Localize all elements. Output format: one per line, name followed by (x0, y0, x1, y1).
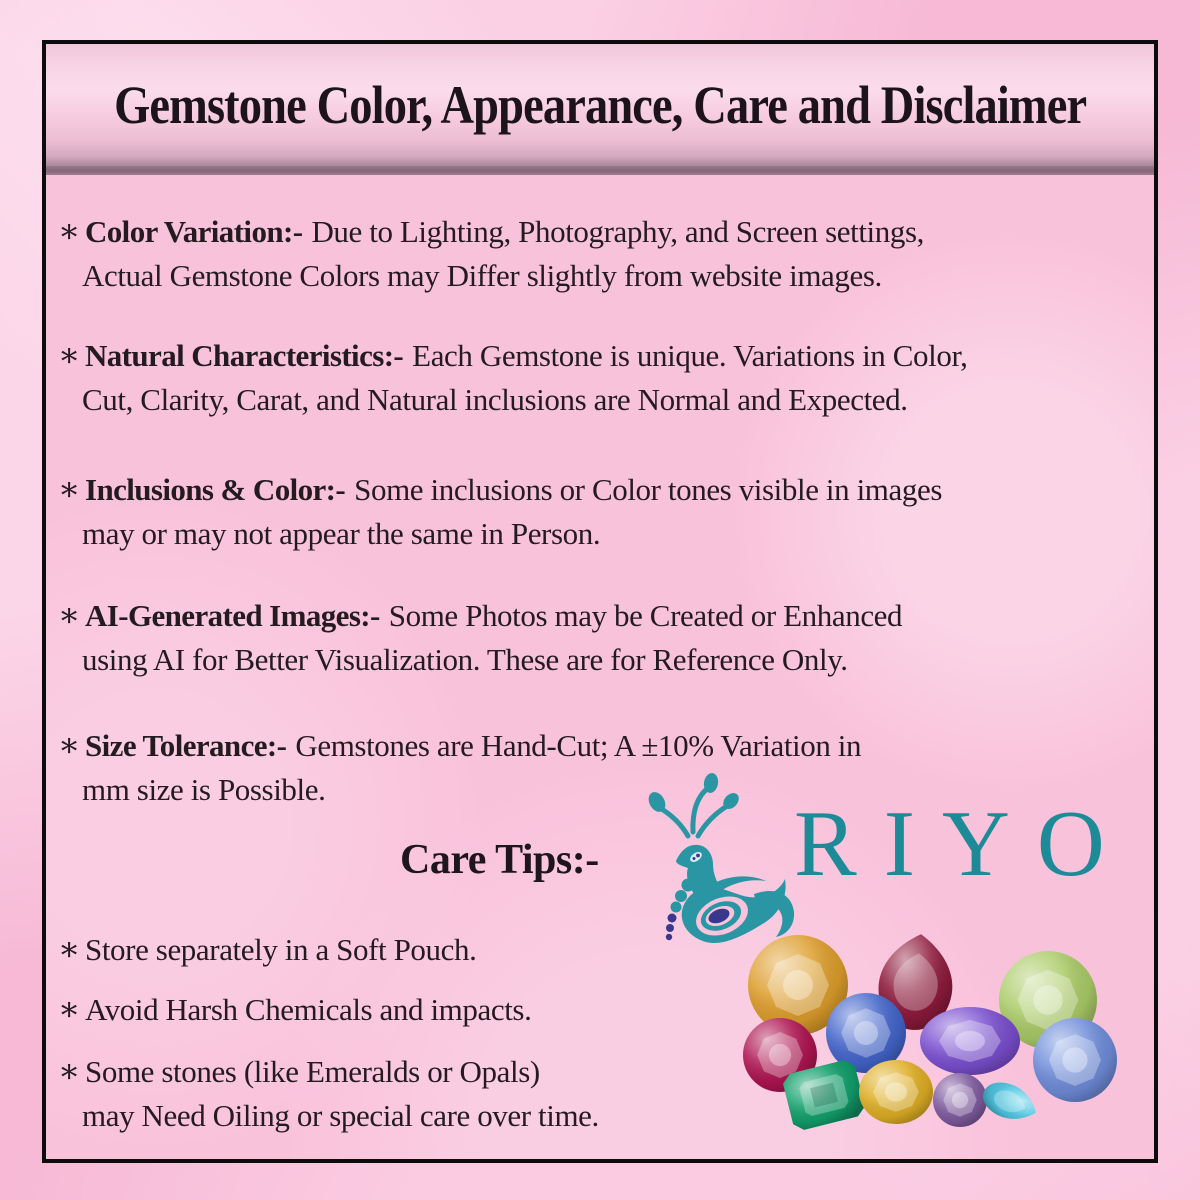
care-tip-chemicals (58, 988, 531, 1032)
disclaimer-ai-generated-images (58, 594, 902, 681)
gem-amethyst (920, 1007, 1020, 1075)
care-tip-text: Store separately in a Soft Pouch. (85, 932, 477, 967)
peacock-trail-dots (666, 914, 677, 941)
disclaimer-natural-characteristics (58, 334, 967, 421)
bullet-asterisk-icon: ∗ (58, 472, 81, 508)
disclaimer-text: Some inclusions or Color tones visible in images (354, 472, 942, 507)
gem-yellow-citrine (859, 1060, 933, 1124)
disclaimer-label: Color Variation:- (85, 214, 303, 249)
gem-blue-topaz (978, 1076, 1043, 1128)
gem-tanzanite (1033, 1018, 1117, 1102)
title-band (46, 44, 1154, 166)
disclaimer-board (42, 40, 1158, 1163)
care-tip-store (58, 928, 476, 972)
bullet-asterisk-icon: ∗ (58, 214, 81, 250)
gem-small-amethyst (933, 1073, 987, 1127)
disclaimer-text: Due to Lighting, Photography, and Screen settings, (311, 214, 924, 249)
care-tip-text: may Need Oiling or special care over time. (82, 1098, 599, 1133)
bullet-asterisk-icon: ∗ (58, 932, 81, 968)
disclaimer-text: using AI for Better Visualization. These are for Reference Only. (82, 642, 848, 677)
disclaimer-inclusions-color (58, 468, 942, 555)
disclaimer-text: Gemstones are Hand-Cut; A ±10% Variation in (295, 728, 862, 763)
disclaimer-label: Inclusions & Color:- (85, 472, 346, 507)
care-tip-text: Avoid Harsh Chemicals and impacts. (85, 992, 532, 1027)
care-tip-oiling (58, 1050, 599, 1137)
bullet-asterisk-icon: ∗ (58, 1054, 81, 1090)
care-tips-heading: Care Tips:- (400, 837, 599, 883)
page-title: Gemstone Color, Appearance, Care and Disclaimer (113, 75, 1087, 135)
peacock-crest (660, 788, 727, 836)
brand-wordmark: RIYO (794, 792, 1132, 896)
disclaimer-label: AI-Generated Images:- (85, 598, 380, 633)
disclaimer-label: Size Tolerance:- (85, 728, 287, 763)
title-band-bevel (46, 166, 1154, 175)
care-tip-text: Some stones (like Emeralds or Opals) (85, 1054, 540, 1089)
disclaimer-label: Natural Characteristics:- (85, 338, 404, 373)
disclaimer-text: Some Photos may be Created or Enhanced (388, 598, 903, 633)
bullet-asterisk-icon: ∗ (58, 338, 81, 374)
disclaimer-text: Each Gemstone is unique. Variations in Color, (412, 338, 968, 373)
bullet-asterisk-icon: ∗ (58, 728, 81, 764)
disclaimer-text: Cut, Clarity, Carat, and Natural inclusions are Normal and Expected. (82, 382, 908, 417)
disclaimer-text: may or may not appear the same in Person. (82, 516, 601, 551)
disclaimer-text: mm size is Possible. (82, 772, 326, 807)
disclaimer-text: Actual Gemstone Colors may Differ slightly from website images. (82, 258, 882, 293)
bullet-asterisk-icon: ∗ (58, 598, 81, 634)
gemstone-cluster (726, 930, 1150, 1156)
disclaimer-color-variation (58, 210, 924, 297)
bullet-asterisk-icon: ∗ (58, 992, 81, 1028)
